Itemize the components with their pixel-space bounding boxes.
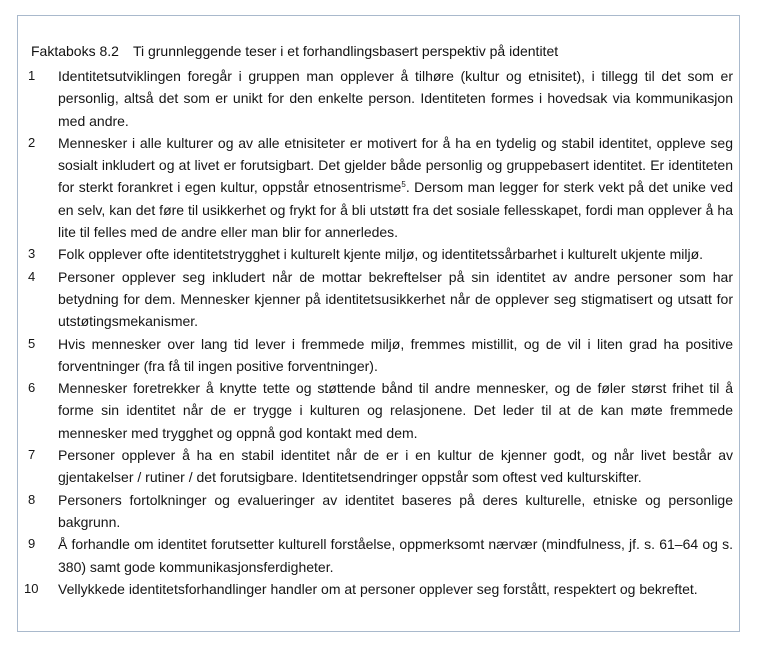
fact-box [17, 15, 740, 632]
item-text-part: Mennesker i alle kulturer og av alle etnisiteter er motivert for å ha en tydelig og stabil identitet, oppleve seg sosialt inkludert og at livet er forutsigbart. Det gjelder både personlig og gruppebasert identitet. Er identiteten for sterkt forankret i egen kultur, oppstår etnosentrisme [58, 134, 733, 196]
item-number: 6 [28, 380, 36, 396]
list-item [28, 444, 733, 489]
list-item [28, 132, 733, 243]
item-number: 4 [28, 268, 36, 284]
item-text: Folk opplever ofte identitetstrygghet i kulturelt kjente miljø, og identitetssårbarhet i kulturelt ukjente miljø. [58, 246, 704, 263]
item-number: 8 [28, 491, 36, 507]
list-item [28, 266, 733, 333]
fact-box-heading [31, 43, 558, 59]
item-text: Vellykkede identitetsforhandlinger handler om at personer opplever seg forstått, respektert og bekreftet. [58, 580, 698, 597]
item-text: Personers fortolkninger og evalueringer av identitet baseres på deres kulturelle, etniske og personlige bakgrunn. [58, 491, 733, 530]
item-number: 10 [24, 580, 39, 596]
item-text: Hvis mennesker over lang tid lever i fremmede miljø, fremmes mistillit, og de vil i liten grad ha positive forventninger (fra få til ingen positive forventninger). [58, 335, 733, 374]
footnote-marker: 5 [401, 180, 406, 190]
item-number: 2 [28, 134, 36, 150]
list-item [28, 333, 733, 378]
list-item [28, 533, 733, 578]
item-number: 1 [28, 68, 36, 83]
list-item [28, 489, 733, 534]
theses-list [24, 65, 734, 600]
item-number: 3 [28, 246, 36, 262]
item-text: Mennesker foretrekker å knytte tette og støttende bånd til andre mennesker, og de føler størst frihet til å forme sin identitet når de er trygge i kulturen og relasjonene. Det leder til at de kan møte fremmede mennesker med trygghet og oppnå god kontakt med dem. [58, 380, 733, 441]
list-item [28, 65, 733, 132]
item-text: Personer opplever å ha en stabil identitet når de er i en kultur de kjenner godt, og når livet består av gjentakelser / rutiner / det forutsigbare. Identitetsendringer oppstår som oftest ved kulturskifter. [58, 447, 733, 486]
item-text-part: . Dersom man legger for sterk vekt på det unike ved en selv, kan det føre til usikkerhet og frykt for å bli utstøtt fra det sosiale fellesskapet, fordi man opplever å ha lite til felles med de andre eller man blir for annerledes. [58, 179, 734, 241]
item-number: 7 [28, 447, 36, 463]
item-text: Å forhandle om identitet forutsetter kulturell forståelse, oppmerksomt nærvær (mindfulness, jf. s. 61–64 og s. 380) samt gode kommunikasjonsferdigheter. [58, 536, 733, 575]
item-number: 5 [28, 335, 36, 351]
item-text: Personer opplever seg inkludert når de mottar bekreftelser på sin identitet av andre personer som har betydning for dem. Mennesker kjenner på identitetsusikkerhet når de opplever seg stigmatisert og utsatt for utstøtingsmekanismer. [58, 268, 733, 330]
item-text: Identitetsutviklingen foregår i gruppen man opplever å tilhøre (kultur og etnisitet), i tillegg til det som er personlig, altså det som er unikt for den enkelte person. Identiteten formes i hovedsak via kommunikasjon med andre. [58, 68, 733, 129]
fact-box-title: Ti grunnleggende teser i et forhandlingsbasert perspektiv på identitet [132, 43, 559, 59]
item-text [58, 132, 733, 243]
list-item [24, 578, 733, 600]
list-item [28, 377, 733, 444]
item-number: 9 [28, 536, 36, 552]
list-item [28, 243, 733, 265]
fact-box-label: Faktaboks 8.2 [31, 43, 119, 59]
